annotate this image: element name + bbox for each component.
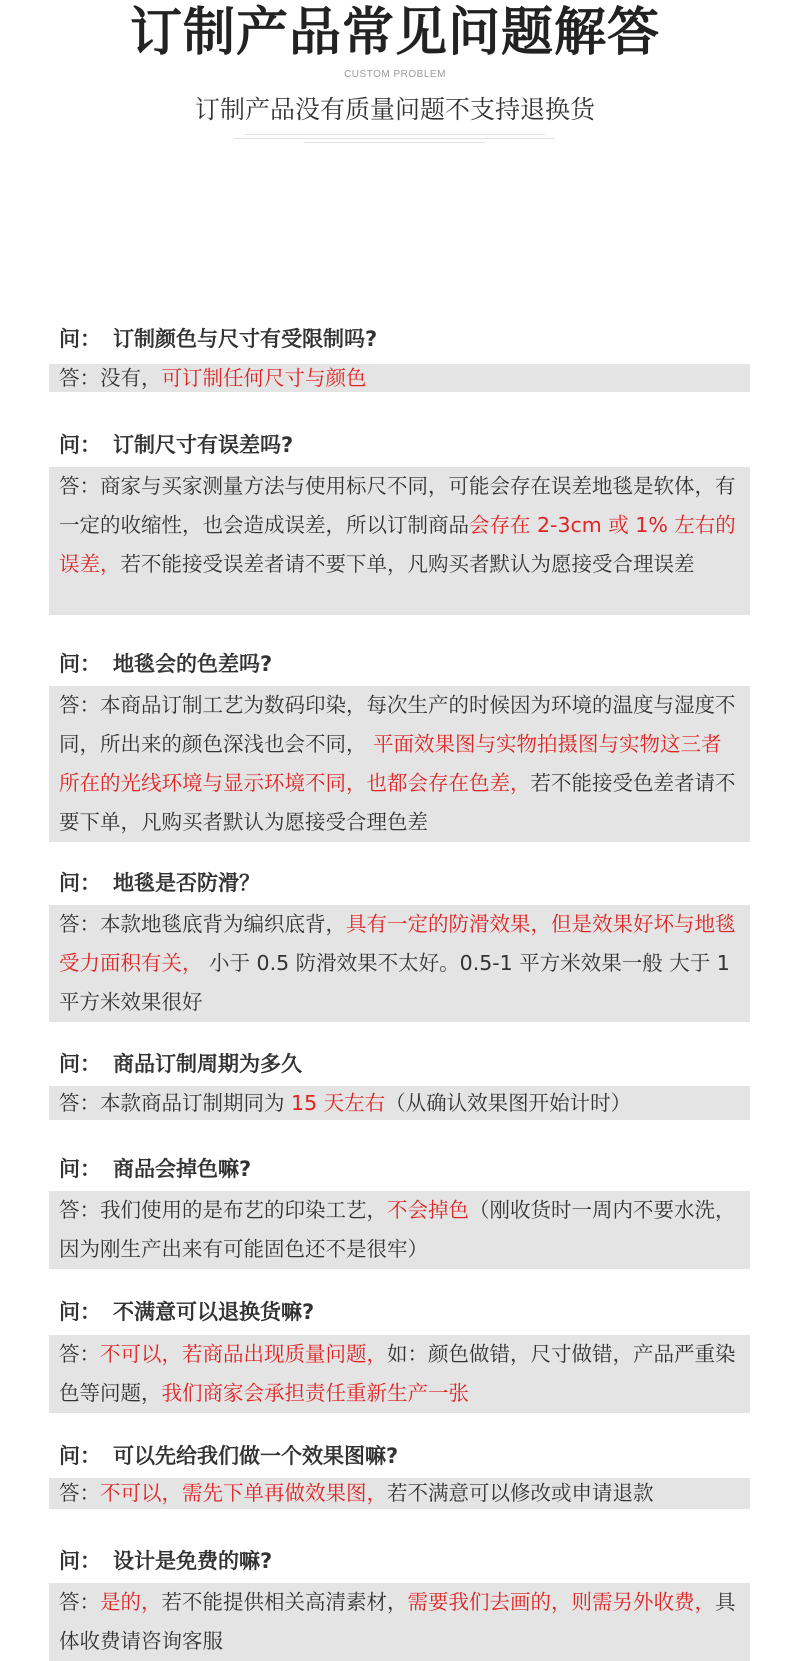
answer-label: 答： <box>59 366 100 390</box>
answer-highlight: 是的， <box>100 1590 162 1614</box>
faq-question <box>49 1154 251 1184</box>
answer-highlight: 会存在 2-3cm 或 1% 左右的误差， <box>59 513 736 576</box>
faq-answer <box>49 905 750 1022</box>
answer-text: （刚收货时一周内不要水洗，因为刚生产出来有可能固色还不是很牢） <box>59 1198 736 1261</box>
answer-label: 答： <box>59 912 100 936</box>
decorative-divider <box>235 134 555 143</box>
english-subtitle: CUSTOM PROBLEM <box>344 69 446 80</box>
question-label: 问： <box>59 652 101 676</box>
faq-question <box>49 1546 272 1576</box>
answer-label: 答： <box>59 1481 100 1505</box>
faq-answer <box>49 1191 750 1269</box>
faq-question <box>49 324 377 354</box>
faq-answer <box>49 1583 750 1661</box>
answer-text: 若不满意可以修改或申请退款 <box>387 1481 654 1505</box>
answer-text: （从确认效果图开始计时） <box>385 1091 632 1115</box>
answer-highlight: 不会掉色 <box>387 1198 469 1222</box>
faq-answer <box>49 686 750 842</box>
faq-question <box>49 430 293 460</box>
question-text: 商品订制周期为多久 <box>113 1052 302 1076</box>
answer-highlight: 平面效果图与实物拍摄图与实物这三者所在的光线环境与显示环境不同，也都会存在色差， <box>59 732 722 795</box>
answer-text: 具体收费请咨询客服 <box>59 1590 736 1653</box>
answer-text: 没有， <box>100 366 162 390</box>
answer-text: 若不能接受误差者请不要下单，凡购买者默认为愿接受合理误差 <box>120 552 695 576</box>
faq-question <box>49 649 272 679</box>
answer-label: 答： <box>59 1091 100 1115</box>
answer-text: 若不能提供相关高清素材， <box>161 1590 408 1614</box>
question-label: 问： <box>59 1052 101 1076</box>
answer-label: 答： <box>59 1590 100 1614</box>
question-label: 问： <box>59 1444 101 1468</box>
question-text: 订制颜色与尺寸有受限制吗? <box>113 327 378 351</box>
answer-label: 答： <box>59 1342 100 1366</box>
answer-highlight: 具有一定的防滑效果，但是效果好坏与地毯受力面积有关， <box>59 912 736 975</box>
faq-answer <box>49 467 750 615</box>
question-text: 地毯是否防滑？ <box>113 871 260 895</box>
answer-label: 答： <box>59 1198 100 1222</box>
answer-text: 我们使用的是布艺的印染工艺， <box>100 1198 387 1222</box>
page-subtitle: 订制产品没有质量问题不支持退换货 <box>194 95 595 124</box>
page-title: 订制产品常见问题解答 <box>129 3 660 63</box>
answer-text: 本款商品订制期同为 <box>100 1091 292 1115</box>
answer-label: 答： <box>59 474 100 498</box>
answer-highlight: 15 天左右 <box>291 1091 386 1115</box>
answer-text: 本商品订制工艺为数码印染，每次生产的时候因为环境的温度与湿度不同，所出来的颜色深浅也会不同， <box>59 693 736 756</box>
faq-question <box>49 1441 398 1471</box>
answer-highlight: 我们商家会承担责任重新生产一张 <box>161 1381 469 1405</box>
answer-highlight: 需要我们去画的，则需另外收费， <box>407 1590 715 1614</box>
faq-question <box>49 1049 302 1079</box>
question-text: 商品会掉色嘛? <box>113 1157 252 1181</box>
answer-highlight: 不可以，需先下单再做效果图， <box>100 1481 387 1505</box>
answer-highlight: 可订制任何尺寸与颜色 <box>161 366 367 390</box>
answer-highlight: 不可以，若商品出现质量问题， <box>100 1342 387 1366</box>
answer-text: 如：颜色做错，尺寸做错，产品严重染色等问题， <box>59 1342 736 1405</box>
faq-answer <box>49 1335 750 1413</box>
question-label: 问： <box>59 433 101 457</box>
faq-answer <box>49 1086 750 1120</box>
question-label: 问： <box>59 327 101 351</box>
question-text: 不满意可以退换货嘛? <box>113 1300 315 1324</box>
answer-label: 答： <box>59 693 100 717</box>
answer-text: 本款地毯底背为编织底背， <box>100 912 346 936</box>
question-text: 设计是免费的嘛? <box>113 1549 273 1573</box>
faq-question <box>49 1297 314 1327</box>
answer-text: 商家与买家测量方法与使用标尺不同，可能会存在误差地毯是软体，有一定的收缩性，也会造成误差，所以订制商品 <box>59 474 736 537</box>
answer-text: 若不能接受色差者请不要下单，凡购买者默认为愿接受合理色差 <box>59 771 736 834</box>
question-text: 地毯会的色差吗? <box>113 652 273 676</box>
question-label: 问： <box>59 1300 101 1324</box>
faq-answer <box>49 364 750 392</box>
question-label: 问： <box>59 1549 101 1573</box>
faq-answer <box>49 1478 750 1509</box>
question-label: 问： <box>59 1157 101 1181</box>
question-label: 问： <box>59 871 101 895</box>
faq-question <box>49 868 260 898</box>
question-text: 订制尺寸有误差吗? <box>113 433 294 457</box>
answer-text: 小于 0.5 防滑效果不太好。0.5-1 平方米效果一般 大于 1 平方米效果很好 <box>59 951 730 1014</box>
question-text: 可以先给我们做一个效果图嘛? <box>113 1444 399 1468</box>
